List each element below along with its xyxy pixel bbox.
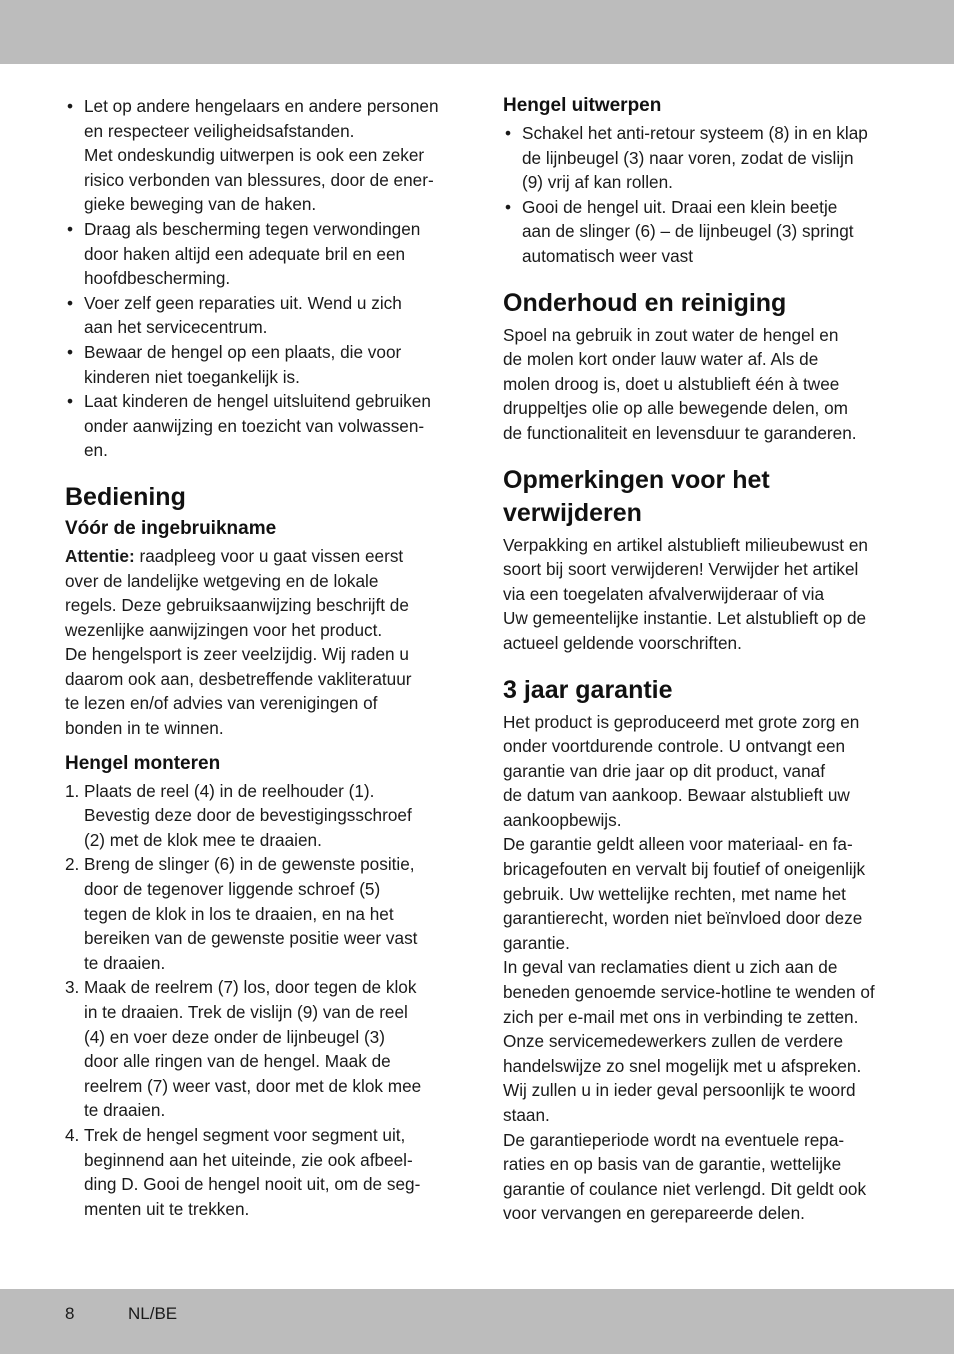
voor-ingebruikname-heading: Vóór de ingebruikname [65,517,277,539]
attentie-paragraph: Attentie: raadpleeg voor u gaat vissen eerst over de landelijke wetgeving en de lokale regels. Deze gebruiksaanwijzing beschrijft de wezenlijke aanwijzingen voor het product. De hengelsport is zeer veelzijdig. Wij raden u daarom ook aan, desbetreffende vakliteratuur te lezen en/of advies van verenigingen of bonden in te winnen. [65,545,412,739]
right-column [503,94,895,1226]
list-item: • Gooi de hengel uit. Draai een klein beetje aan de slinger (6) – de lijnbeugel (3) springt automatisch weer vast [503,195,895,269]
onderhoud-heading: Onderhoud en reiniging [503,288,787,317]
list-item: • Let op andere hengelaars en andere personen en respecteer veiligheidsafstanden. Met ondeskundig uitwerpen is ook een zeker risico verbonden van blessures, door de ener- gieke beweging van de haken. [65,94,457,217]
garantie-paragraph: Het product is geproduceerd met grote zorg en onder voortdurende controle. U ontvangt een garantie van drie jaar op dit product, vanaf de datum van aankoop. Bewaar alstublieft uw aankoopbewijs. De garantie geldt alleen voor materiaal- en fa- bricagefouten en vervalt bij foutief of oneigenlijk gebruik. Uw wettelijke rechten, met name het garantierecht, worden niet beïnvloed door deze garantie. In geval van reclamaties dient u zich aan de beneden genoemde service-hotline te wenden of zich per e-mail met ons in verbinding te zetten. Onze servicemedewerkers zullen de verdere handelswijze zo snel mogelijk met u afspreken. Wij zullen u in ieder geval persoonlijk te woord staan. De garantieperiode wordt na eventuele repa- raties en op basis van de garantie, wettelijke garantie of coulance niet verlengd. Dit geldt ook voor vervangen en gerepareerde delen. [503,711,875,1224]
list-item: • Draag als bescherming tegen verwondingen door haken altijd een adequate bril en een hoofdbescherming. [65,217,457,291]
hengel-uitwerpen-heading: Hengel uitwerpen [503,95,662,116]
list-item: • Laat kinderen de hengel uitsluitend gebruiken onder aanwijzing en toezicht van volwassen- en. [65,389,457,463]
left-column [65,94,457,1221]
verwijderen-heading: Opmerkingen voor het verwijderen [503,465,770,527]
attentie-label: Attentie: [65,545,135,566]
header-bar [0,0,954,64]
list-item: • Schakel het anti-retour systeem (8) in en klap de lijnbeugel (3) naar voren, zodat de vislijn (9) vrij af kan rollen. [503,121,895,195]
list-item: 2. Breng de slinger (6) in de gewenste positie, door de tegenover liggende schroef (5) tegen de klok in los te draaien, en na het bereiken van de gewenste positie weer vast te draaien. [65,854,418,973]
list-item: 1. Plaats de reel (4) in de reelhouder (1). Bevestig deze door de bevestigingsschroef (2) met de klok mee te draaien. [65,780,412,850]
safety-list [65,94,457,463]
list-item: • Voer zelf geen reparaties uit. Wend u zich aan het servicecentrum. [65,291,457,340]
language-code: NL/BE [128,1304,178,1323]
uitwerpen-list [503,121,895,269]
bediening-heading: Bediening [65,482,186,511]
onderhoud-paragraph: Spoel na gebruik in zout water de hengel en de molen kort onder lauw water af. Als de molen droog is, doet u alstublieft één à twee druppeltjes olie op alle bewegende delen, om de functionaliteit en levensduur te garanderen. [503,324,857,443]
garantie-heading: 3 jaar garantie [503,675,673,704]
hengel-monteren-heading: Hengel monteren [65,752,221,774]
list-item: • Bewaar de hengel op een plaats, die voor kinderen niet toegankelijk is. [65,340,457,389]
list-item: 4. Trek de hengel segment voor segment uit, beginnend aan het uiteinde, zie ook afbeel- ding D. Gooi de hengel nooit uit, om de seg- menten uit te trekken. [65,1124,421,1219]
monteren-steps [65,779,457,1222]
verwijderen-paragraph: Verpakking en artikel alstublieft milieubewust en soort bij soort verwijderen! Verwijder het artikel via een toegelaten afvalverwijderaar of via Uw gemeentelijke instantie. Let alstublieft op de actueel geldende voorschriften. [503,534,868,653]
page-number: 8 [65,1304,75,1323]
list-item: 3. Maak de reelrem (7) los, door tegen de klok in te draaien. Trek de vislijn (9) van de reel (4) en voer deze onder de lijnbeugel (3) door alle ringen van de hengel. Maak de reelrem (7) weer vast, door met de klok mee te draaien. [65,977,422,1121]
